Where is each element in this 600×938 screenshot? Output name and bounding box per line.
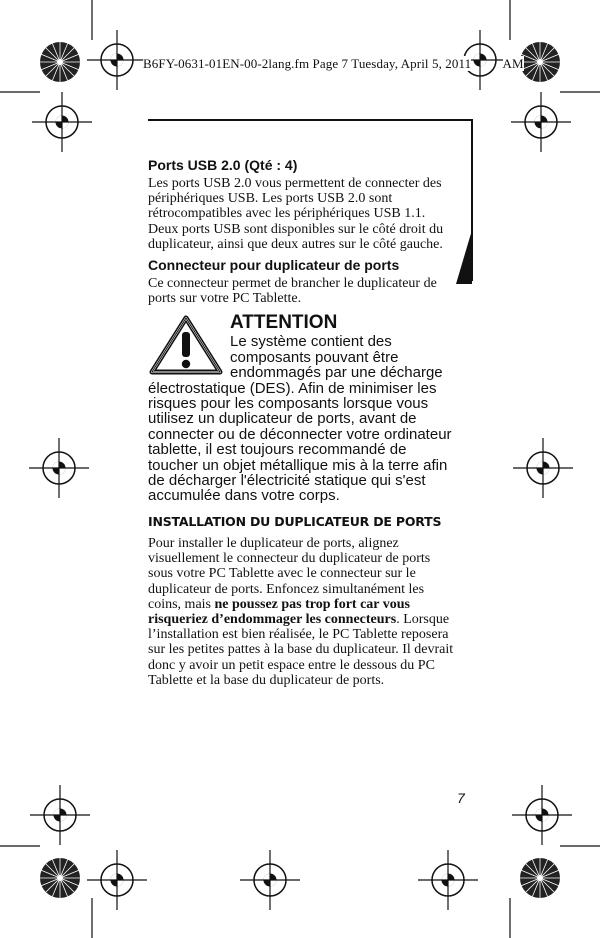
starburst-mark — [40, 42, 80, 82]
installation-text — [148, 536, 458, 688]
attention-callout — [148, 312, 458, 503]
usb-ports-text: Les ports USB 2.0 vous permettent de connecter des périphériques USB. Les ports USB 2.0 sont rétrocompatibles avec les périphériques USB 1.1. Deux ports USB sont disponibles sur le côté droit du duplicateur, ainsi que deux autres sur le côté gauche. — [148, 176, 444, 252]
crosshair-mark — [511, 92, 571, 152]
print-header — [143, 56, 583, 72]
top-rule — [148, 119, 472, 121]
installation-warning-bold: ne poussez pas trop fort car vous risqueriez d’endommager les connecteurs — [148, 596, 410, 627]
starburst-mark — [40, 858, 80, 898]
crosshair-mark — [29, 438, 89, 498]
crosshair-mark — [512, 785, 572, 845]
crosshair-mark — [418, 850, 478, 910]
usb-ports-heading: Ports USB 2.0 (Qté : 4) — [148, 157, 298, 173]
crosshair-mark — [30, 785, 90, 845]
thumb-tab — [456, 230, 472, 284]
attention-text: Le système contient des composants pouvant être endommagés par une décharge électrostatique (DES). Afin de minimiser les risques pour les composants lorsque vous utilisez un duplicateur de ports, avant de connecter ou de déconnecter votre ordinateur tablette, il est toujours recommandé de toucher un objet métallique mis à la terre afin de décharger l'électricité statique qui s'est accumulée dans votre corps. — [148, 333, 452, 505]
crosshair-mark — [87, 850, 147, 910]
installation-heading: INSTALLATION DU DUPLICATEUR DE PORTS — [148, 513, 442, 529]
crosshair-mark — [513, 438, 573, 498]
crosshair-mark — [32, 92, 92, 152]
crosshair-mark — [240, 850, 300, 910]
port-replicator-connector-text: Ce connecteur permet de brancher le duplicateur de ports sur votre PC Tablette. — [148, 276, 437, 307]
print-header-time: AM — [502, 56, 524, 71]
attention-title: ATTENTION — [230, 312, 338, 334]
port-replicator-connector-heading: Connecteur pour duplicateur de ports — [148, 257, 400, 274]
page-content — [148, 152, 458, 692]
starburst-mark — [520, 858, 560, 898]
installation-text-part2: . Lorsque l’installation est bien réalisée, le PC Tablette reposera sur les petites pattes à la base du duplicateur. Il devrait donc y avoir un petit espace entre le dessous du PC Tablette et la base du duplicateur de ports. — [148, 611, 454, 688]
crosshair-mark — [87, 30, 147, 90]
warning-triangle-icon — [148, 314, 224, 376]
page-number: 7 — [457, 790, 465, 806]
installation-text-part1: Pour installer le duplicateur de ports, alignez visuellement le connecteur du duplicateur de ports sous votre PC Tablette avec le connecteur sur le duplicateur de ports. Enfoncez simultanément les coins, mais — [148, 535, 431, 612]
print-header-filename: B6FY-0631-01EN-00-2lang.fm Page 7 Tuesday, April 5, 2011 — [143, 56, 472, 71]
